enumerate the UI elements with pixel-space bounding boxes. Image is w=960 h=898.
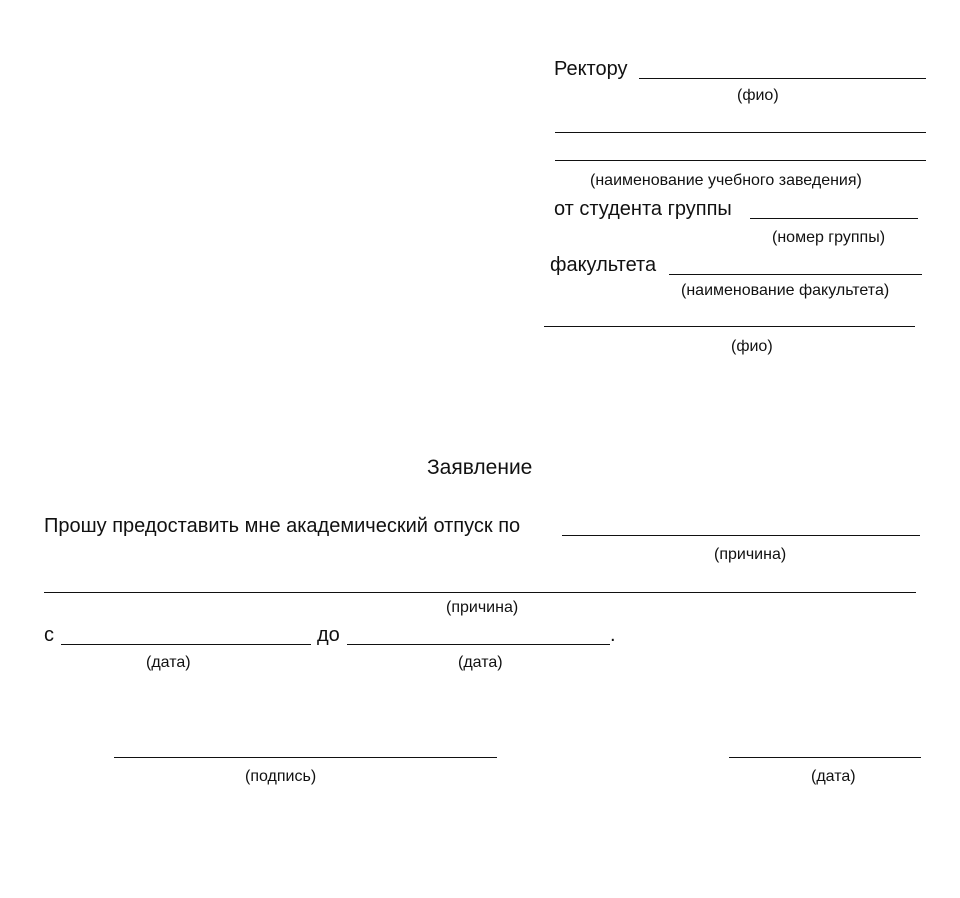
document-title: Заявление <box>427 456 533 479</box>
institution-line-2[interactable] <box>555 160 926 161</box>
footer-date-caption: (дата) <box>811 768 856 785</box>
institution-caption: (наименование учебного заведения) <box>590 172 862 189</box>
reason-caption-1: (причина) <box>714 546 787 563</box>
date-to-line[interactable] <box>347 644 610 645</box>
group-caption: (номер группы) <box>772 229 886 246</box>
rector-fio-line[interactable] <box>639 78 926 79</box>
group-number-line[interactable] <box>750 218 918 219</box>
reason-line-2[interactable] <box>44 592 916 593</box>
student-fio-line[interactable] <box>544 326 915 327</box>
reason-line-1[interactable] <box>562 535 920 536</box>
from-student-label: от студента группы <box>554 198 732 220</box>
date-caption-to: (дата) <box>458 654 503 671</box>
faculty-caption: (наименование факультета) <box>681 282 890 299</box>
fio-caption-2: (фио) <box>731 338 773 355</box>
reason-caption-2: (причина) <box>446 599 519 616</box>
footer-date-line[interactable] <box>729 757 921 758</box>
faculty-label: факультета <box>550 254 657 276</box>
end-dot: . <box>610 624 616 646</box>
request-text: Прошу предоставить мне академический отпуск по <box>44 515 521 537</box>
to-label: до <box>317 624 340 646</box>
institution-line-1[interactable] <box>555 132 926 133</box>
rector-label: Ректору <box>554 58 628 80</box>
fio-caption-1: (фио) <box>737 87 779 104</box>
signature-caption: (подпись) <box>245 768 317 785</box>
signature-line[interactable] <box>114 757 497 758</box>
date-caption-from: (дата) <box>146 654 191 671</box>
faculty-line[interactable] <box>669 274 922 275</box>
from-label: с <box>44 624 54 646</box>
date-from-line[interactable] <box>61 644 311 645</box>
